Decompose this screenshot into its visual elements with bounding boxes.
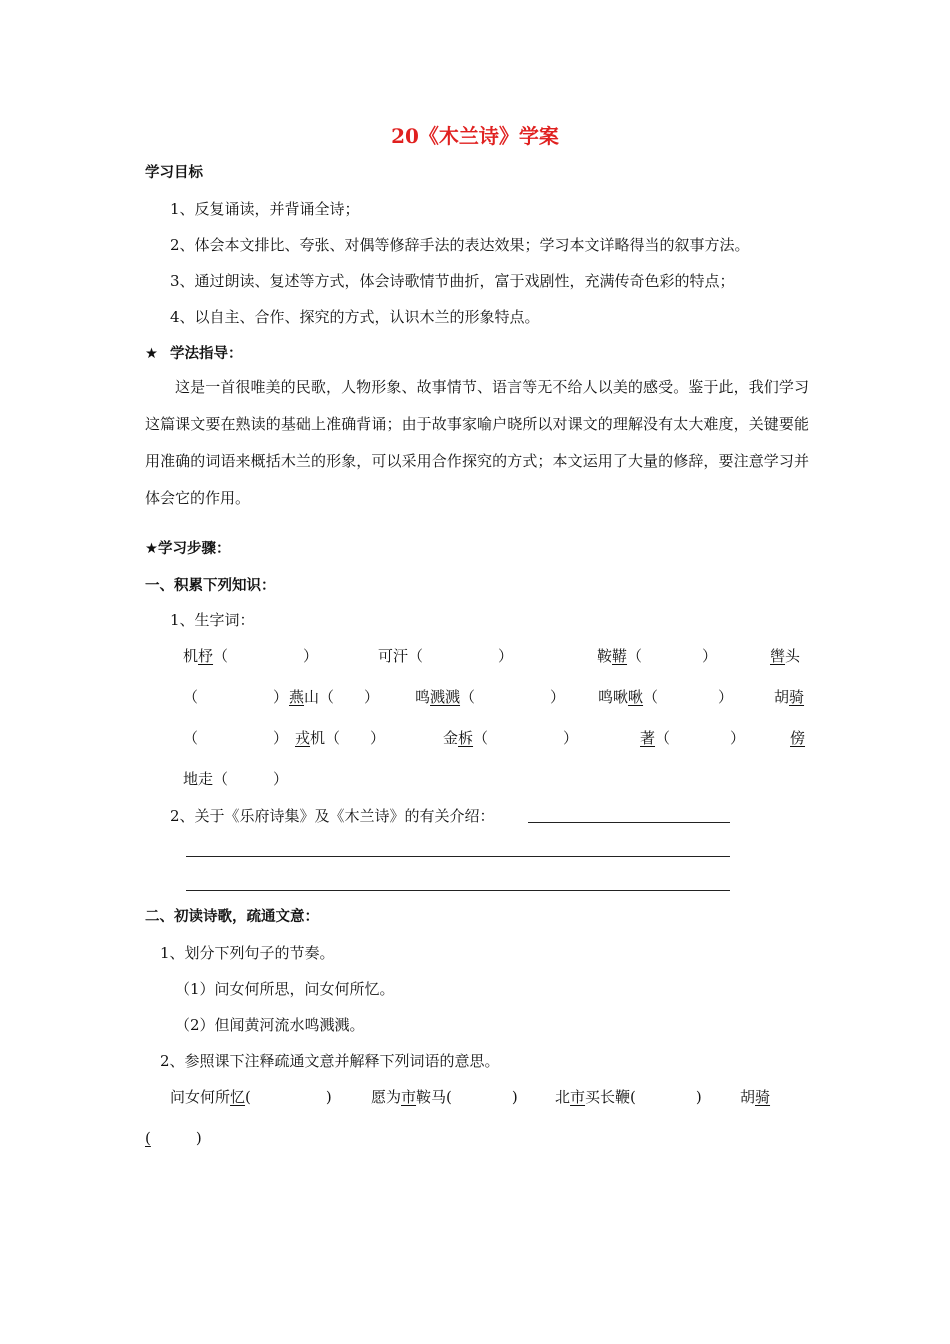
vocab-item: 傍 xyxy=(790,729,806,747)
vocab-item: 可汗（ ） xyxy=(378,647,514,665)
goal-item: 4、以自主、合作、探究的方式，认识木兰的形象特点。 xyxy=(170,308,540,326)
explain-question: 2、参照课下注释疏通文意并解释下列词语的意思。 xyxy=(160,1052,500,1070)
star-icon: ★ xyxy=(145,346,158,362)
vocab-item: 地走（ ） xyxy=(183,770,289,788)
vocab-item: 鞍鞯（ ） xyxy=(597,647,718,665)
blank[interactable]: （ ） xyxy=(473,729,579,747)
answer-line[interactable] xyxy=(186,856,730,857)
answer-line[interactable] xyxy=(528,822,730,823)
rhythm-question: 1、划分下列句子的节奏。 xyxy=(160,944,335,962)
blank[interactable]: （ ） xyxy=(325,729,386,747)
blank[interactable]: （ ） xyxy=(213,770,289,788)
page-title: 20《木兰诗》学案 xyxy=(391,124,559,148)
vocab-item: 机杼（ ） xyxy=(183,647,319,665)
answer-line[interactable] xyxy=(186,890,730,891)
vocab-item: 辔头 xyxy=(770,647,801,665)
goals-heading: 学习目标 xyxy=(145,165,203,181)
method-paragraph: 这是一首很唯美的民歌，人物形象、故事情节、语言等无不给人以美的感受。鉴于此，我们学习这篇课文要在熟读的基础上准确背诵；由于故事家喻户晓所以对课文的理解没有太大难度，关键要能用准确的词语来概括木兰的形象，可以采用合作探究的方式；本文运用了大量的修辞，要注意学习并体会它的作用。 xyxy=(145,378,809,507)
term-item: 问女何所忆( ) xyxy=(170,1088,332,1106)
blank[interactable]: （ ） xyxy=(183,729,289,747)
section2-heading: 二、初读诗歌，疏通文意： xyxy=(145,909,319,925)
term-blank[interactable]: ( ) xyxy=(145,1129,202,1147)
section1-heading: 一、积累下列知识： xyxy=(145,578,276,594)
vocab-item: 金柝（ ） xyxy=(443,729,579,747)
steps-heading: ★学习步骤： xyxy=(145,541,231,557)
vocab-item: 鸣啾啾（ ） xyxy=(598,688,734,706)
blank[interactable]: （ ） xyxy=(655,729,746,747)
vocab-question: 1、生字词： xyxy=(170,611,255,629)
goal-item: 1、反复诵读，并背诵全诗； xyxy=(170,200,360,218)
vocab-item: 胡骑 xyxy=(774,688,805,706)
intro-question: 2、关于《乐府诗集》及《木兰诗》的有关介绍： xyxy=(170,807,495,825)
blank[interactable]: （ ） xyxy=(643,688,734,706)
goal-item: 3、通过朗读、复述等方式，体会诗歌情节曲折，富于戏剧性，充满传奇色彩的特点； xyxy=(170,272,735,290)
vocab-item: 燕山（ ） xyxy=(289,688,380,706)
method-heading-text: 学法指导： xyxy=(170,346,243,362)
blank[interactable]: （ ） xyxy=(183,688,289,706)
blank[interactable]: （ ） xyxy=(213,647,319,665)
term-item: 胡骑 xyxy=(740,1088,771,1106)
goal-item: 2、体会本文排比、夸张、对偶等修辞手法的表达效果；学习本文详略得当的叙事方法。 xyxy=(170,236,750,254)
blank[interactable]: ( ) xyxy=(446,1088,518,1106)
blank[interactable]: ( ) xyxy=(245,1088,332,1106)
vocab-item: 著（ ） xyxy=(640,729,746,747)
method-heading xyxy=(145,344,243,364)
term-item: 北市买长鞭( ) xyxy=(555,1088,702,1106)
sentence: （1）问女何所思，问女何所忆。 xyxy=(175,980,395,998)
vocab-item: 戎机（ ） xyxy=(295,729,386,747)
blank[interactable]: （ ） xyxy=(319,688,380,706)
vocab-item: 鸣溅溅（ ） xyxy=(415,688,566,706)
blank[interactable]: （ ） xyxy=(627,647,718,665)
blank[interactable]: ( ) xyxy=(630,1088,702,1106)
term-item: 愿为市鞍马( ) xyxy=(371,1088,518,1106)
blank[interactable]: （ ） xyxy=(408,647,514,665)
sentence: （2）但闻黄河流水鸣溅溅。 xyxy=(175,1016,365,1034)
blank[interactable]: （ ） xyxy=(460,688,566,706)
